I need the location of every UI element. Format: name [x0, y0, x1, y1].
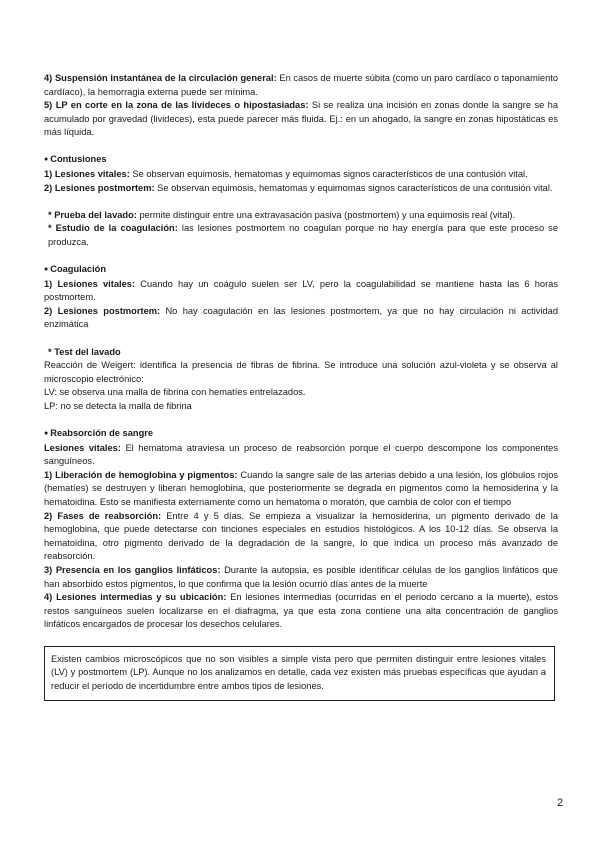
intro-item-5: 5) LP en corte en la zona de las livideces o hipostasiadas: Si se realiza una incisión en zonas donde la sangre se ha acumulado por gravedad (livideces), esta puede parecer más fluida. Ej.: en un ahogado, la sangre en zonas hipostáticas es más líquida.	[44, 100, 559, 138]
contusiones-item-2: 2) Lesiones postmortem: Se observan equimosis, hematomas y equimomas signos característicos de una contusión vital.	[44, 182, 553, 193]
reabsorcion-item-1: 1) Liberación de hemoglobina y pigmentos: Cuando la sangre sale de las arterias debido a una lesión, los glóbulos rojos (hematíes) se destruyen y liberan hemoglobina, que posteriormente se degrada en pigmentos como la hemosiderina y la hematoidina. Esto se manifiesta externamente como un hematoma o moratón, que cambia de color con el tiempo	[44, 469, 559, 507]
reabsorcion-item-3: 3) Presencia en los ganglios linfáticos: Durante la autopsia, es posible identificar células de los ganglios linfáticos que han absorbido estos pigmentos, lo que confirma que la lesión ocurrió días antes de la muerte	[44, 564, 558, 589]
test-lavado-line: LP: no se detecta la malla de fibrina	[44, 400, 192, 411]
reabsorcion-item-2: 2) Fases de reabsorción: Entre 4 y 5 días. Se empieza a visualizar la hemosiderina, un pigmento derivado de la hemoglobina, que puede detectarse con tinciones especiales en estudios histológicos. A los 10-12 días. Se observa la hematoidina, otro pigmento derivado de la degradación de la sangre, lo que indica un proceso más avanzado de reabsorción.	[44, 510, 558, 562]
test-lavado-line: Reacción de Weigert: identifica la presencia de fibras de fibrina. Se introduce una solución azul-violeta y se observa al microscopio electrónico:	[44, 360, 558, 384]
section-heading-reabsorcion: ● Reabsorción de sangre	[44, 427, 558, 442]
reabsorcion-item-4: 4) Lesiones intermedias y su ubicación: En lesiones intermedias (ocurridas en el periodo cercano a la muerte), estos restos sanguíneos suelen localizarse en el diafragma, ya que esta zona contiene una alta concentración de ganglios linfáticos encargados de procesar los desechos celulares.	[44, 592, 558, 630]
contusiones-item-1: 1) Lesiones vitales: Se observan equimosis, hematomas y equimomas signos característicos de una contusión vital.	[44, 169, 528, 180]
bullet-icon: ●	[44, 266, 49, 274]
section-heading-contusiones: ● Contusiones	[44, 153, 558, 168]
test-lavado-line: LV: se observa una malla de fibrina con hematíes entrelazados.	[44, 387, 306, 398]
page-number: 2	[557, 797, 564, 809]
section-heading-coagulacion: ● Coagulación	[44, 263, 558, 278]
coagulacion-item-1: 1) Lesiones vitales: Cuando hay un coágulo suelen ser LV, pero la coagulabilidad se mantiene hasta las 6 horas postmortem.	[44, 278, 558, 303]
note-prueba-lavado: * Prueba del lavado: permite distinguir entre una extravasación pasiva (postmortem) y una equimosis real (vital).	[48, 209, 516, 220]
bullet-icon: ●	[44, 156, 49, 164]
document-body	[44, 72, 558, 701]
reabsorcion-lead: Lesiones vitales: El hematoma atraviesa un proceso de reabsorción porque el cuerpo descompone los componentes sanguíneos.	[44, 442, 558, 467]
intro-item-4: 4) Suspensión instantánea de la circulación general: En casos de muerte súbita (como un paro cardíaco o taponamiento cardíaco), la hemorragia externa puede ser mínima.	[44, 73, 558, 97]
bullet-icon: ●	[44, 429, 49, 437]
summary-box	[44, 646, 555, 701]
note-estudio-coagulacion: * Estudio de la coagulación: las lesiones postmortem no coagulan porque no hay energía para que este proceso se produzca.	[48, 223, 558, 247]
summary-box-text: Existen cambios microscópicos que no son visibles a simple vista pero que permiten distinguir entre lesiones vitales (LV) y postmortem (LP). Aunque no los analizamos en detalle, cada vez existen más pruebas específicas que ayudan a reducir el período de incertidumbre entre ambos tipos de lesiones.	[51, 653, 546, 692]
test-lavado-title: * Test del lavado	[48, 346, 121, 357]
coagulacion-item-2: 2) Lesiones postmortem: No hay coagulación en las lesiones postmortem, ya que no hay circulación ni actividad enzimática	[44, 305, 558, 330]
